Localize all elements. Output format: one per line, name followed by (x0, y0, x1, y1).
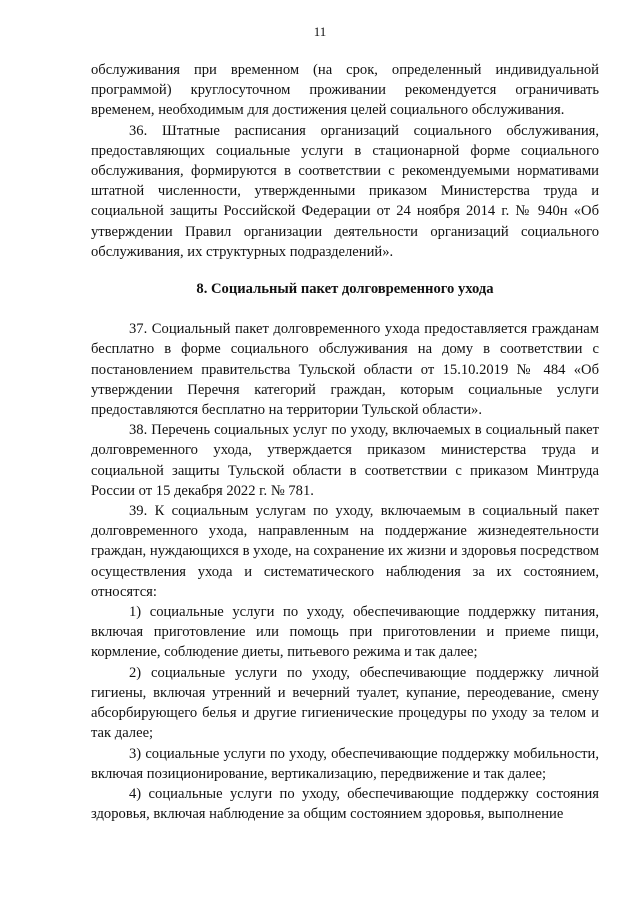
paragraph-39: 39. К социальным услугам по уходу, включаемым в социальный пакет долговременного ухода, направленным на поддержание жизнедеятельности граждан, нуждающихся в уходе, на сохранение их жизни и здоровья посредством осуществления ухода и систематического наблюдения за их состоянием, относятся: (91, 503, 599, 600)
list-item-2: 2) социальные услуги по уходу, обеспечивающие поддержку личной гигиены, включая утренний и вечерний туалет, купание, переодевание, смену абсорбирующего белья и другие гигиенические процедуры по уходу за телом и так далее; (91, 664, 599, 742)
paragraph-36: 36. Штатные расписания организаций социального обслуживания, предоставляющих социальные услуги в стационарной форме социального обслуживания, формируются в соответствии с рекомендуемыми нормативами штатной численности, утвержденными приказом Министерства труда и социальной защиты Российской Федерации от 24 ноября 2014 г. № 940н «Об утверждении Правил организации деятельности организаций социального обслуживания, их структурных подразделений». (91, 122, 599, 260)
list-item-4: 4) социальные услуги по уходу, обеспечивающие поддержку состояния здоровья, включая наблюдение за общим состоянием здоровья, выполнение (91, 785, 599, 823)
document-body (91, 60, 599, 824)
list-item-3: 3) социальные услуги по уходу, обеспечивающие поддержку мобильности, включая позиционирование, вертикализацию, передвижение и так далее; (91, 745, 599, 782)
list-item-1: 1) социальные услуги по уходу, обеспечивающие поддержку питания, включая приготовление или помощь при приготовлении и приеме пищи, кормление, соблюдение диеты, питьевого режима и так далее; (91, 604, 599, 661)
section-heading: 8. Социальный пакет долговременного ухода (196, 281, 494, 298)
intro-paragraph: обслуживания при временном (на срок, определенный индивидуальной программой) круглосуточном проживании рекомендуется ограничивать временем, необходимым для достижения целей социального обслуживания. (91, 62, 599, 119)
paragraph-37: 37. Социальный пакет долговременного ухода предоставляется гражданам бесплатно в форме социального обслуживания на дому в соответствии с постановлением правительства Тульской области от 15.10.2019 № 484 «Об утверждении Перечня категорий граждан, которым социальные услуги предоставляются бесплатно на территории Тульской области». (91, 321, 599, 419)
paragraph-38: 38. Перечень социальных услуг по уходу, включаемых в социальный пакет долговременного ухода, утверждается приказом министерства труда и социальной защиты Тульской области в соответствии с приказом Минтруда России от 15 декабря 2022 г. № 781. (91, 422, 599, 499)
page-number: 11 (313, 24, 327, 39)
